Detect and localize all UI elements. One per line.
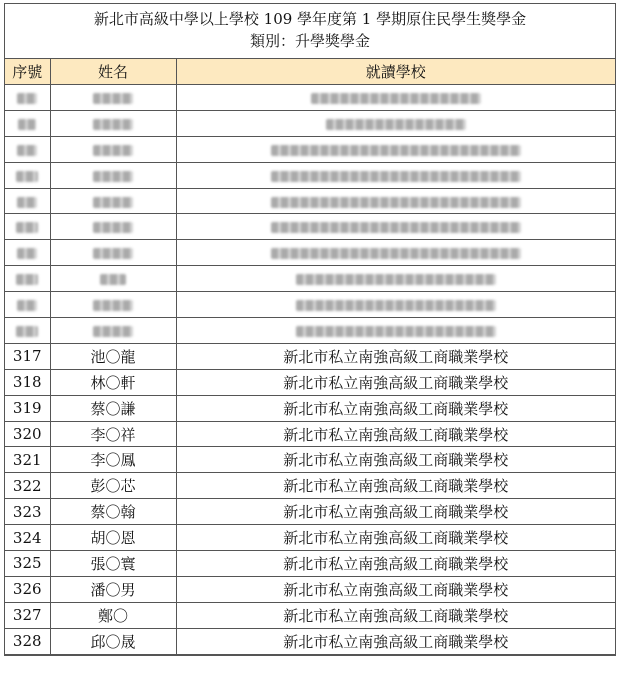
blurred-text [17,300,37,311]
row-number: 319 [5,395,50,421]
blurred-text [93,171,133,182]
redacted-school [176,188,615,214]
row-number: 325 [5,551,50,577]
redacted-school [176,162,615,188]
redacted-number [5,292,50,318]
redacted-school [176,85,615,111]
redacted-school [176,240,615,266]
header-school: 就讀學校 [176,59,615,85]
redacted-school [176,214,615,240]
redacted-number [5,214,50,240]
row-name: 李〇祥 [50,421,176,447]
row-name: 蔡〇謙 [50,395,176,421]
redacted-row [5,85,615,111]
scholarship-sheet [4,3,616,656]
row-name: 蔡〇翰 [50,499,176,525]
row-name: 張〇寰 [50,551,176,577]
row-number: 327 [5,602,50,628]
row-school: 新北市私立南強高級工商職業學校 [176,628,615,654]
blurred-text [296,274,496,285]
row-school: 新北市私立南強高級工商職業學校 [176,576,615,602]
redacted-row [5,266,615,292]
blurred-text [311,93,481,104]
redacted-name [50,292,176,318]
row-name: 李〇鳳 [50,447,176,473]
blurred-text [100,274,126,285]
row-name: 邱〇晟 [50,628,176,654]
row-number: 318 [5,369,50,395]
redacted-name [50,214,176,240]
blurred-text [17,145,37,156]
redacted-row [5,240,615,266]
blurred-text [93,93,133,104]
recipient-table [5,59,615,655]
row-name: 鄭〇 [50,602,176,628]
redacted-row [5,162,615,188]
blurred-text [93,248,133,259]
blurred-text [93,119,133,130]
redacted-row [5,136,615,162]
blurred-text [16,171,38,182]
row-school: 新北市私立南強高級工商職業學校 [176,499,615,525]
table-row [5,499,615,525]
row-number: 320 [5,421,50,447]
table-row [5,628,615,654]
blurred-text [93,326,133,337]
table-row [5,421,615,447]
table-row [5,576,615,602]
blurred-text [326,119,466,130]
row-name: 潘〇男 [50,576,176,602]
blurred-text [296,326,496,337]
redacted-school [176,292,615,318]
row-number: 323 [5,499,50,525]
row-school: 新北市私立南強高級工商職業學校 [176,343,615,369]
row-school: 新北市私立南強高級工商職業學校 [176,602,615,628]
redacted-row [5,292,615,318]
row-name: 林〇軒 [50,369,176,395]
row-number: 322 [5,473,50,499]
blurred-text [271,248,521,259]
redacted-number [5,110,50,136]
redacted-number [5,318,50,344]
row-school: 新北市私立南強高級工商職業學校 [176,473,615,499]
blurred-text [18,119,36,130]
table-row [5,525,615,551]
table-row [5,369,615,395]
header-row [5,59,615,85]
blurred-text [17,248,37,259]
blurred-text [16,274,38,285]
blurred-text [17,197,37,208]
redacted-number [5,136,50,162]
redacted-school [176,318,615,344]
blurred-text [16,326,38,337]
blurred-text [93,197,133,208]
redacted-rows [5,85,615,344]
redacted-number [5,85,50,111]
table-row [5,473,615,499]
redacted-school [176,266,615,292]
redacted-school [176,110,615,136]
row-name: 胡〇恩 [50,525,176,551]
blurred-text [271,145,521,156]
blurred-text [271,197,521,208]
redacted-name [50,85,176,111]
redacted-number [5,162,50,188]
redacted-row [5,110,615,136]
table-row [5,551,615,577]
row-school: 新北市私立南強高級工商職業學校 [176,447,615,473]
row-number: 321 [5,447,50,473]
redacted-number [5,240,50,266]
blurred-text [93,300,133,311]
blurred-text [271,171,521,182]
blurred-text [17,93,37,104]
blurred-text [271,222,521,233]
row-number: 317 [5,343,50,369]
table-row [5,447,615,473]
header-name: 姓名 [50,59,176,85]
title-line-2: 類別：升學獎學金 [249,32,370,50]
row-school: 新北市私立南強高級工商職業學校 [176,421,615,447]
row-school: 新北市私立南強高級工商職業學校 [176,395,615,421]
row-name: 池〇龍 [50,343,176,369]
redacted-number [5,188,50,214]
redacted-name [50,266,176,292]
title-line-1: 新北市高級中學以上學校 109 學年度第 1 學期原住民學生獎學金 [93,10,527,28]
redacted-name [50,188,176,214]
row-name: 彭〇芯 [50,473,176,499]
redacted-row [5,214,615,240]
row-school: 新北市私立南強高級工商職業學校 [176,369,615,395]
redacted-number [5,266,50,292]
blurred-text [296,300,496,311]
redacted-name [50,240,176,266]
row-school: 新北市私立南強高級工商職業學校 [176,525,615,551]
redacted-row [5,188,615,214]
redacted-name [50,110,176,136]
row-number: 328 [5,628,50,654]
table-row [5,343,615,369]
sheet-title [5,4,615,59]
row-number: 324 [5,525,50,551]
row-number: 326 [5,576,50,602]
visible-rows [5,343,615,654]
blurred-text [93,145,133,156]
redacted-name [50,162,176,188]
redacted-school [176,136,615,162]
table-row [5,395,615,421]
redacted-name [50,136,176,162]
header-number: 序號 [5,59,50,85]
row-school: 新北市私立南強高級工商職業學校 [176,551,615,577]
blurred-text [93,222,133,233]
redacted-name [50,318,176,344]
redacted-row [5,318,615,344]
table-row [5,602,615,628]
blurred-text [16,222,38,233]
